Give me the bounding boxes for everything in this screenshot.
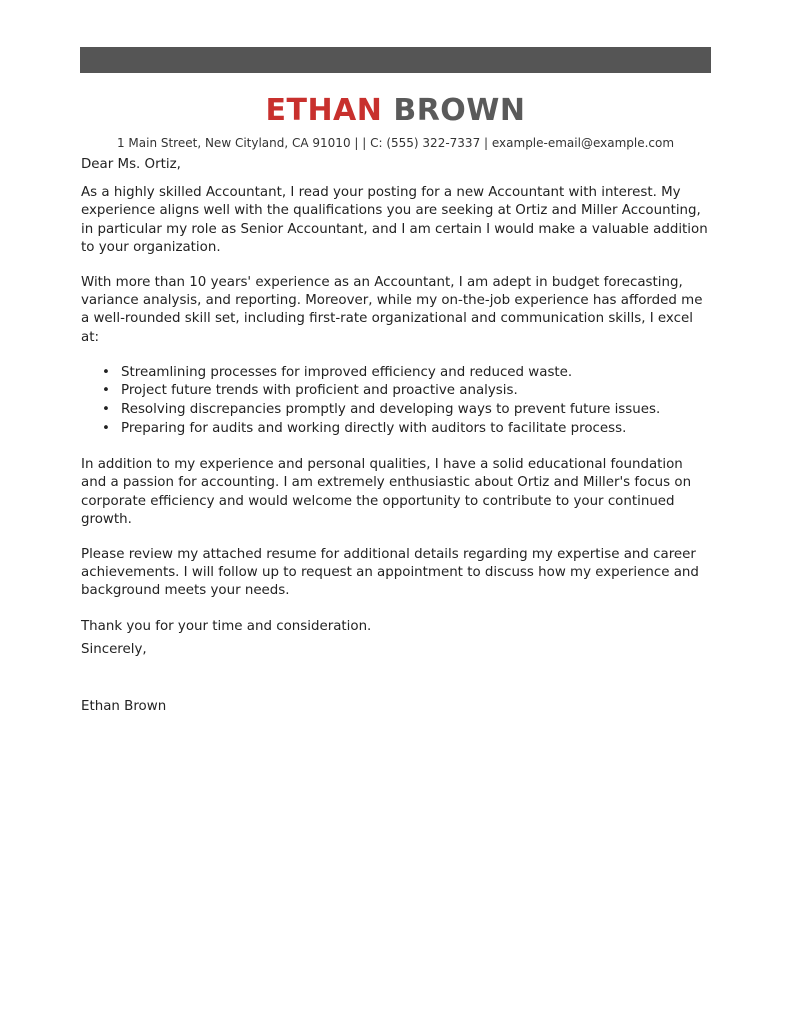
list-item: [81, 364, 711, 383]
list-item-text: Resolving discrepancies promptly and developing ways to prevent future issues.: [121, 402, 661, 418]
applicant-name: [0, 91, 791, 131]
last-name: BROWN: [393, 93, 526, 128]
bullet-icon: •: [102, 383, 110, 399]
paragraph-intro: As a highly skilled Accountant, I read your posting for a new Accountant with interest. My experience aligns well with the qualifications you are seeking at Ortiz and Miller Accounting, in particular my role as Senior Accountant, and I am certain I would make a valuable addition to your organization.: [81, 185, 708, 255]
list-item: [81, 401, 711, 420]
letter-body: [81, 156, 711, 716]
closing-thanks: Thank you for your time and consideration.: [81, 618, 372, 634]
list-item-text: Streamlining processes for improved efficiency and reduced waste.: [121, 364, 573, 380]
list-item-text: Project future trends with proficient and proactive analysis.: [121, 383, 518, 399]
list-item: [81, 420, 711, 439]
first-name: ETHAN: [265, 93, 383, 128]
bullet-icon: •: [102, 420, 110, 436]
paragraph-education: In addition to my experience and personal qualities, I have a solid educational foundation and a passion for accounting. I am extremely enthusiastic about Ortiz and Miller's focus on corporate efficiency and would welcome the opportunity to contribute to your continued growth.: [81, 457, 692, 527]
paragraph-followup: Please review my attached resume for additional details regarding my expertise and career achievements. I will follow up to request an appointment to discuss how my experience and background meets your needs.: [81, 547, 699, 599]
contact-line: 1 Main Street, New Cityland, CA 91010 | | C: (555) 322-7337 | example-email@example.com: [116, 136, 675, 150]
greeting: Dear Ms. Ortiz,: [81, 157, 181, 172]
paragraph-experience: With more than 10 years' experience as an Accountant, I am adept in budget forecasting, variance analysis, and reporting. Moreover, while my on-the-job experience has afforded me a well-rounded skill set, including first-rate organizational and communication skills, I excel at:: [81, 275, 703, 345]
list-item-text: Preparing for audits and working directly with auditors to facilitate process.: [121, 420, 627, 436]
skills-list: [81, 364, 711, 438]
signature: Ethan Brown: [81, 699, 167, 715]
bullet-icon: •: [102, 364, 110, 380]
list-item: [81, 382, 711, 401]
header-top-bar: [80, 47, 711, 73]
bullet-icon: •: [102, 402, 110, 418]
signoff: Sincerely,: [81, 641, 147, 657]
